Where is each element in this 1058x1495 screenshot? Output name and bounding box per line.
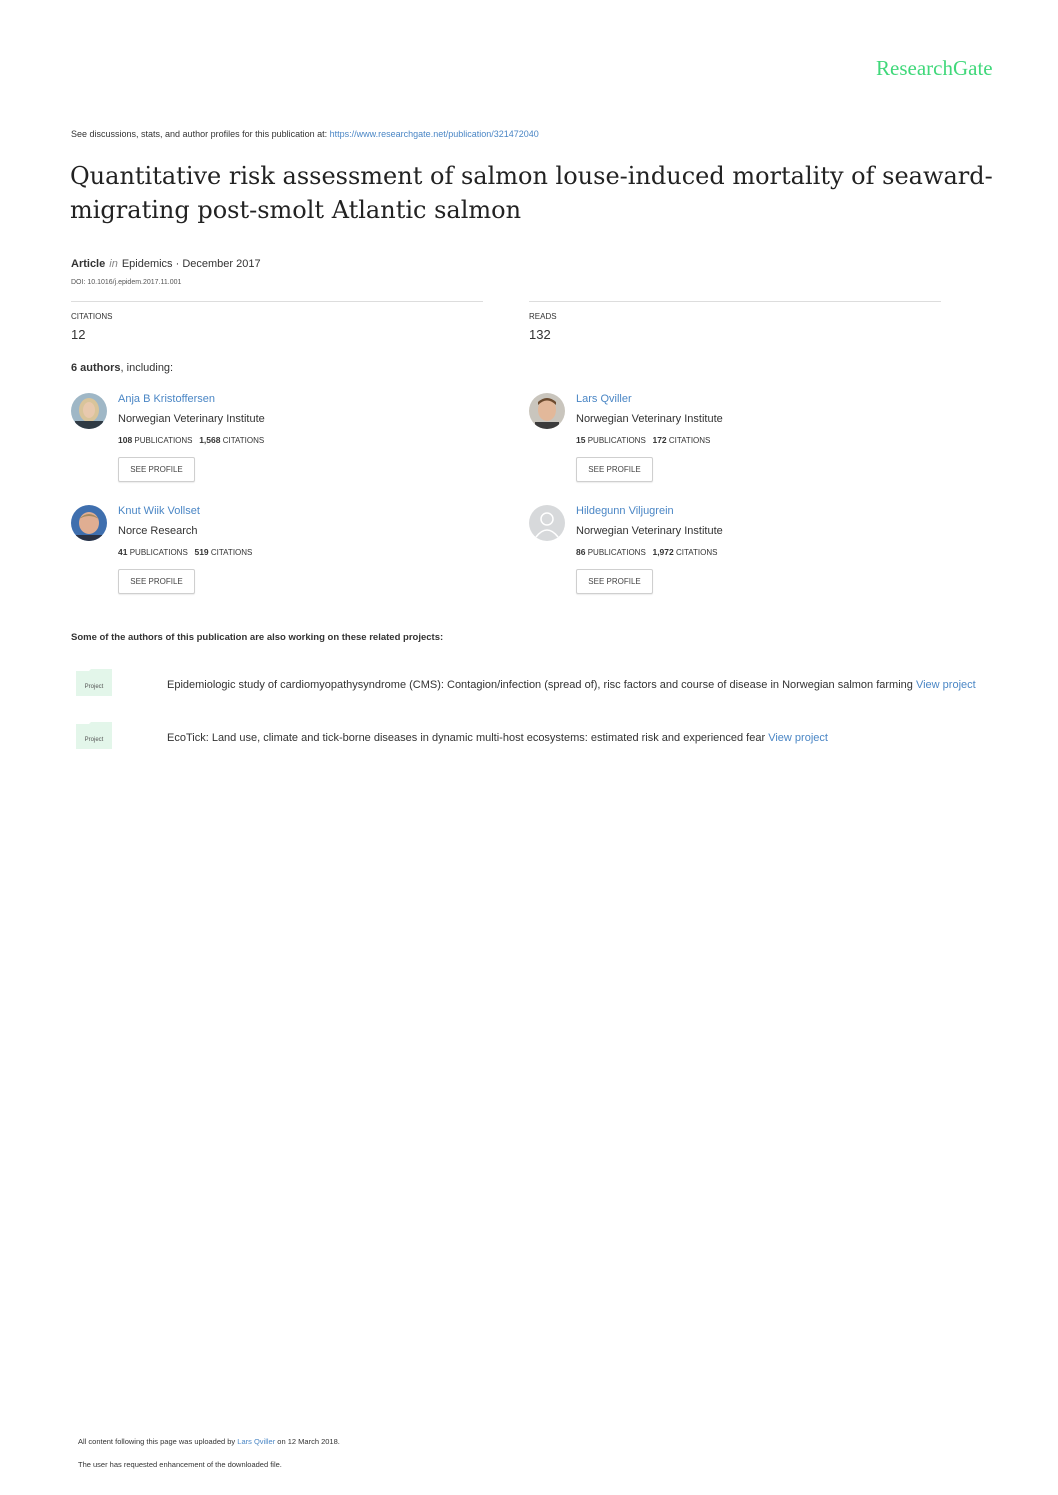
researchgate-logo[interactable]: ResearchGate [876,56,993,80]
upload-suffix: on 12 March 2018. [275,1437,340,1446]
publications-label: PUBLICATIONS [129,548,188,557]
author-citations-label: CITATIONS [675,548,718,557]
project-badge: Project [84,684,104,690]
top-note-text: See discussions, stats, and author profiles for this publication at: [71,129,330,139]
project-description [167,732,828,744]
divider-left [71,301,483,302]
enhancement-note: The user has requested enhancement of the downloaded file. [78,1460,282,1469]
in-label: in [109,258,118,270]
authors-heading [71,362,173,374]
see-profile-button[interactable]: SEE PROFILE [118,569,195,594]
author-citations-label: CITATIONS [210,548,253,557]
doi: DOI: 10.1016/j.epidem.2017.11.001 [71,279,182,286]
author-institution: Norwegian Veterinary Institute [576,413,723,425]
publications-count: 108 [118,435,133,445]
authors-including: , including: [120,362,174,374]
view-project-link[interactable]: View project [915,679,976,691]
publications-count: 86 [576,547,586,557]
article-type: Article [71,258,106,270]
uploader-link[interactable]: Lars Qviller [237,1437,276,1446]
author-citations-count: 172 [652,435,667,445]
upload-prefix: All content following this page was uploaded by [78,1437,238,1446]
project-folder-icon[interactable] [75,720,113,750]
related-projects-heading: Some of the authors of this publication are also working on these related projects: [71,632,444,643]
author-name-link[interactable]: Hildegunn Viljugrein [576,505,674,517]
citations-label: CITATIONS [71,312,113,321]
see-profile-button[interactable]: SEE PROFILE [576,457,653,482]
author-stats [576,435,710,445]
publications-count: 15 [576,435,586,445]
publications-label: PUBLICATIONS [587,548,646,557]
author-stats [118,435,264,445]
project-description [167,679,976,691]
top-note [71,129,539,139]
project-text: EcoTick: Land use, climate and tick-borne diseases in dynamic multi-host ecosystems: estimated risk and experienced fear [167,732,766,744]
author-citations-label: CITATIONS [222,436,265,445]
publication-url-link[interactable]: https://www.researchgate.net/publication/321472040 [329,129,539,139]
publications-count: 41 [118,547,128,557]
reads-label: READS [529,312,557,321]
publication-title: Quantitative risk assessment of salmon louse-induced mortality of seaward-migrating post-smolt Atlantic salmon [70,162,993,224]
project-folder-icon[interactable] [75,667,113,697]
author-institution: Norce Research [118,525,198,537]
author-citations-label: CITATIONS [668,436,711,445]
upload-note [78,1437,340,1446]
author-citations-count: 1,972 [652,547,674,557]
author-stats [576,547,717,557]
project-folder-icon [75,667,113,697]
publications-label: PUBLICATIONS [134,436,193,445]
publication-meta [71,258,261,270]
author-institution: Norwegian Veterinary Institute [576,525,723,537]
author-citations-count: 519 [194,547,209,557]
see-profile-button[interactable]: SEE PROFILE [576,569,653,594]
author-name-link[interactable]: Anja B Kristoffersen [118,393,216,405]
avatar-photo [71,393,107,429]
author-name-link[interactable]: Knut Wiik Vollset [118,505,200,517]
citations-count: 12 [71,327,86,342]
author-institution: Norwegian Veterinary Institute [118,413,265,425]
publications-label: PUBLICATIONS [587,436,646,445]
project-folder-icon [75,720,113,750]
avatar-photo [71,505,107,541]
author-stats [118,547,252,557]
avatar-photo [529,393,565,429]
avatar-hildegunn-viljugrein[interactable] [529,505,565,541]
avatar-knut-vollset[interactable] [71,505,107,541]
divider-right [529,301,941,302]
project-badge: Project [84,737,104,743]
avatar-anja-kristoffersen[interactable] [71,393,107,429]
author-citations-count: 1,568 [199,435,221,445]
avatar-lars-qviller[interactable] [529,393,565,429]
authors-count: 6 authors [71,362,121,374]
project-text: Epidemiologic study of cardiomyopathysyndrome (CMS): Contagion/infection (spread of), risc factors and course of disease in Norwegian salmon farming [167,679,913,691]
author-name-link[interactable]: Lars Qviller [576,393,632,405]
view-project-link[interactable]: View project [768,732,828,744]
journal-date: Epidemics · December 2017 [121,258,261,270]
reads-count: 132 [529,327,551,342]
see-profile-button[interactable]: SEE PROFILE [118,457,195,482]
avatar-placeholder-icon [529,505,565,541]
